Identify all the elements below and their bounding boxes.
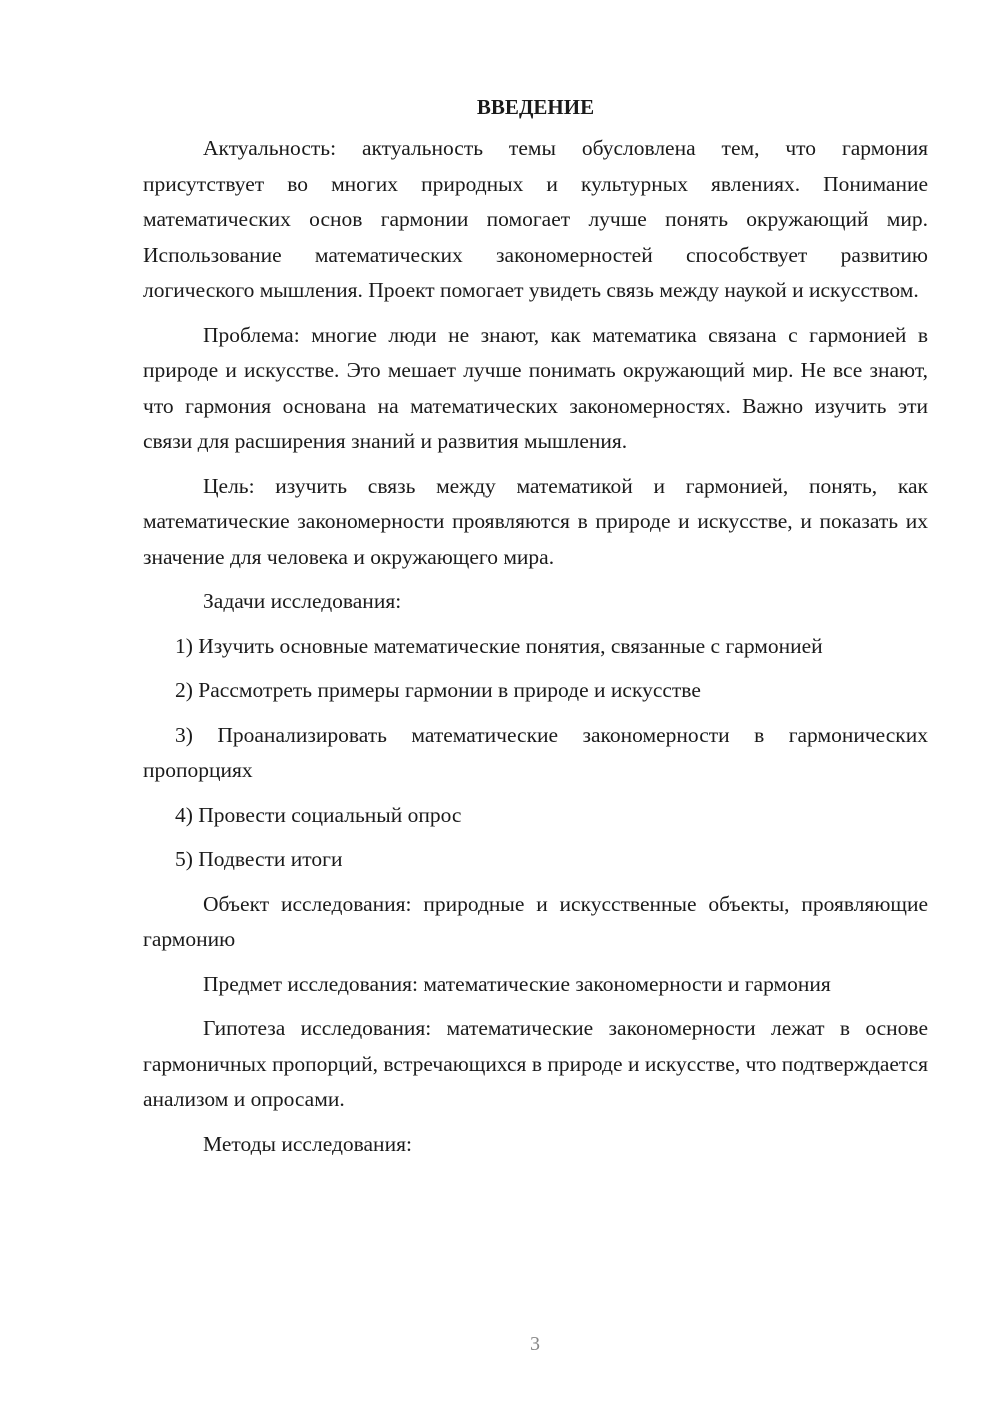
task-item-1: 1) Изучить основные математические понятия, связанные с гармонией [175,633,823,658]
task-item-4: 4) Провести социальный опрос [175,802,462,827]
object-paragraph: Объект исследования: природные и искусственные объекты, проявляющие гармонию [143,891,928,951]
hypothesis-paragraph: Гипотеза исследования: математические закономерности лежат в основе гармоничных пропорций, встречающихся в природе и искусстве, что подтверждается анализом и опросами. [143,1016,928,1111]
tasks-heading: Задачи исследования: [203,589,402,613]
subject-paragraph: Предмет исследования: математические закономерности и гармония [203,971,831,996]
methods-heading: Методы исследования: [203,1131,412,1156]
goal-paragraph: Цель: изучить связь между математикой и гармонией, понять, как математические закономерности проявляются в природе и искусстве, и показать их значение для человека и окружающего мира. [143,473,928,569]
section-title: ВВЕДЕНИЕ [476,95,595,119]
task-item-2: 2) Рассмотреть примеры гармонии в природе и искусстве [175,678,701,702]
task-item-3: 3) Проанализировать математические закономерности в гармонических пропорциях [143,722,928,782]
task-item-5: 5) Подвести итоги [175,847,343,871]
relevance-paragraph: Актуальность: актуальность темы обусловлена тем, что гармония присутствует во многих природных и культурных явлениях. Понимание математических основ гармонии помогает лучше понять окружающий мир. Использование математических закономерностей способствует развитию логического мышления. Проект помогает увидеть связь между наукой и искусством. [143,136,928,302]
problem-paragraph: Проблема: многие люди не знают, как математика связана с гармонией в природе и искусстве. Это мешает лучше понимать окружающий мир. Не все знают, что гармония основана на математических закономерностях. Важно изучить эти связи для расширения знаний и развития мышления. [143,322,928,453]
page-number: 3 [530,1333,540,1355]
document-page [143,90,928,1171]
